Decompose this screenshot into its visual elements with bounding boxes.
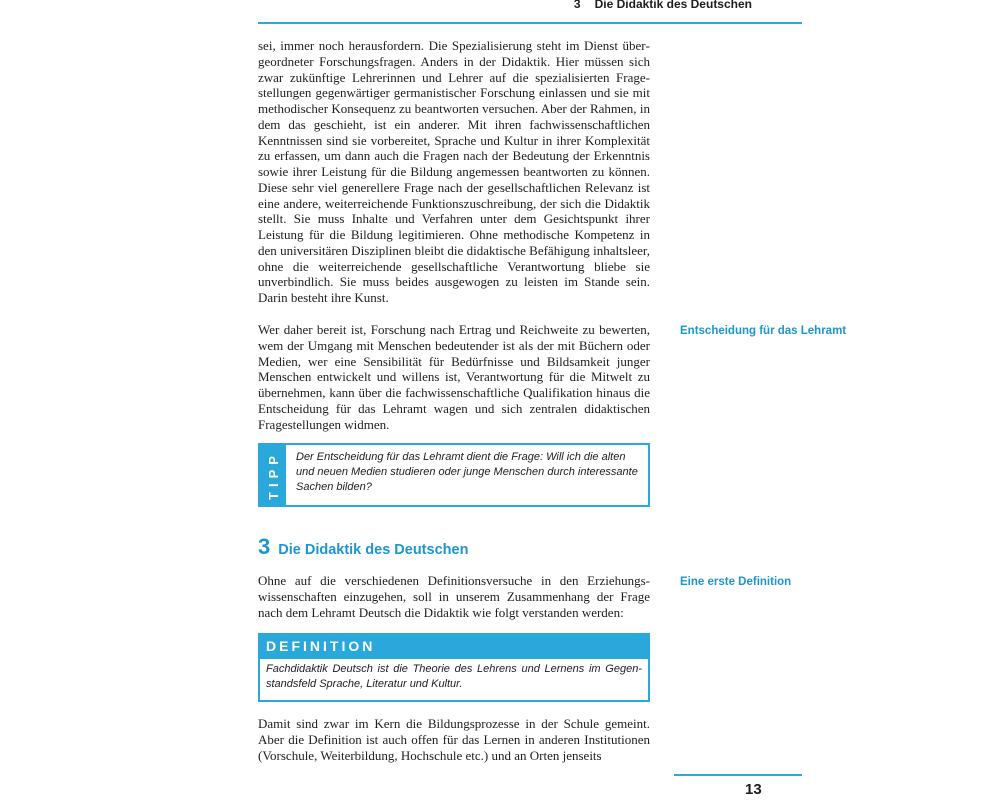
body-paragraph-2: Wer daher bereit ist, Forschung nach Ertrag und Reichweite zu bewerten, wem der Umgang mit Menschen bedeutender ist als der mit Büchern oder Medien, wer eine Sensibilität für Bedürfnisse und Bildsamkeit junger Menschen entwickelt und willens ist, Verantwortung für die Mitwelt zu übernehmen, kann über die fachwissenschaftliche Qualifikation hinaus die Entscheidung für das Lehramt wagen und sich zentralen didaktischen Fragestellungen widmen. <box>258 322 650 432</box>
body-paragraph-4: Damit sind zwar im Kern die Bildungsprozesse in der Schule gemeint. Aber die Definition ist auch offen für das Lernen in anderen Institutionen (Vorschule, Weiterbildung, Hochschule etc.) und an Orten jenseits <box>258 716 650 763</box>
footer-rule <box>674 774 802 776</box>
tipp-label-bar <box>260 445 286 505</box>
section-heading <box>258 534 468 560</box>
body-paragraph-1: sei, immer noch herausfordern. Die Spezialisierung steht im Dienst übergeordneter Forschungsfragen. Anders in der Didaktik. Hier müssen sich zwar zukünftige Lehrerinnen und Lehrer auf die spezialisierten Fragestellungen gegenwärtiger germanistischer Forschung einlassen und sie mit methodischer Konsequenz zu beantworten versuchen. Aber der Rahmen, in dem das geschieht, ist ein anderer. Mit ihren fachwissenschaftlichen Kenntnissen sind sie vorbereitet, Sprache und Kultur in ihrer Komplexität zu erfassen, um dann auch die Fragen nach der Bedeutung der Erkenntnis sowie ihrer Leistung für die Bildung angemessen beantworten zu können. Diese sehr viel generellere Frage nach der gesellschaftlichen Relevanz ist eine andere, weiterreichende Funktionszuschreibung, der sich die Didaktik stellt. Sie muss Inhalte und Verfahren unter dem Gesichtspunkt ihrer Leistung für die Bildung legitimieren. Ohne methodische Kompetenz in den universitären Disziplinen bleibt die didaktische Befähigung inhaltsleer, ohne die weiterreichende gesellschaftliche Verantwortung bliebe sie unverbindlich. Sie muss beides ausgewogen zu leisten im Stande sein. Darin besteht ihre Kunst. <box>258 38 650 305</box>
tipp-box <box>258 443 650 507</box>
definition-text: Fachdidaktik Deutsch ist die Theorie des Lehrens und Lernens im Gegenstandsfeld Sprache, Literatur und Kultur. <box>258 659 650 702</box>
tipp-label: TIPP <box>265 450 281 500</box>
tipp-text: Der Entscheidung für das Lehramt dient die Frage: Will ich die alten und neuen Medien studieren oder junge Menschen durch interessante Sachen bilden? <box>296 451 638 493</box>
header-rule <box>258 22 802 24</box>
section-title: Die Didaktik des Deutschen <box>278 542 469 558</box>
margin-note-definition: Eine erste Definition <box>680 576 792 588</box>
header-chapter-number: 3 <box>573 0 581 11</box>
page-number: 13 <box>745 781 762 798</box>
header-chapter-title: Die Didaktik des Deutschen <box>594 0 752 11</box>
body-paragraph-3: Ohne auf die verschiedenen Definitionsversuche in den Erziehungswissenschaften einzugehen, soll in unserem Zusammenhang der Frage nach dem Lehramt Deutsch die Didaktik wie folgt verstanden werden: <box>258 573 650 620</box>
margin-note-decision: Entscheidung für das Lehramt <box>680 325 847 337</box>
section-number: 3 <box>258 534 271 559</box>
running-header <box>574 0 752 11</box>
definition-label: DEFINITION <box>258 633 650 659</box>
definition-box <box>258 633 650 702</box>
